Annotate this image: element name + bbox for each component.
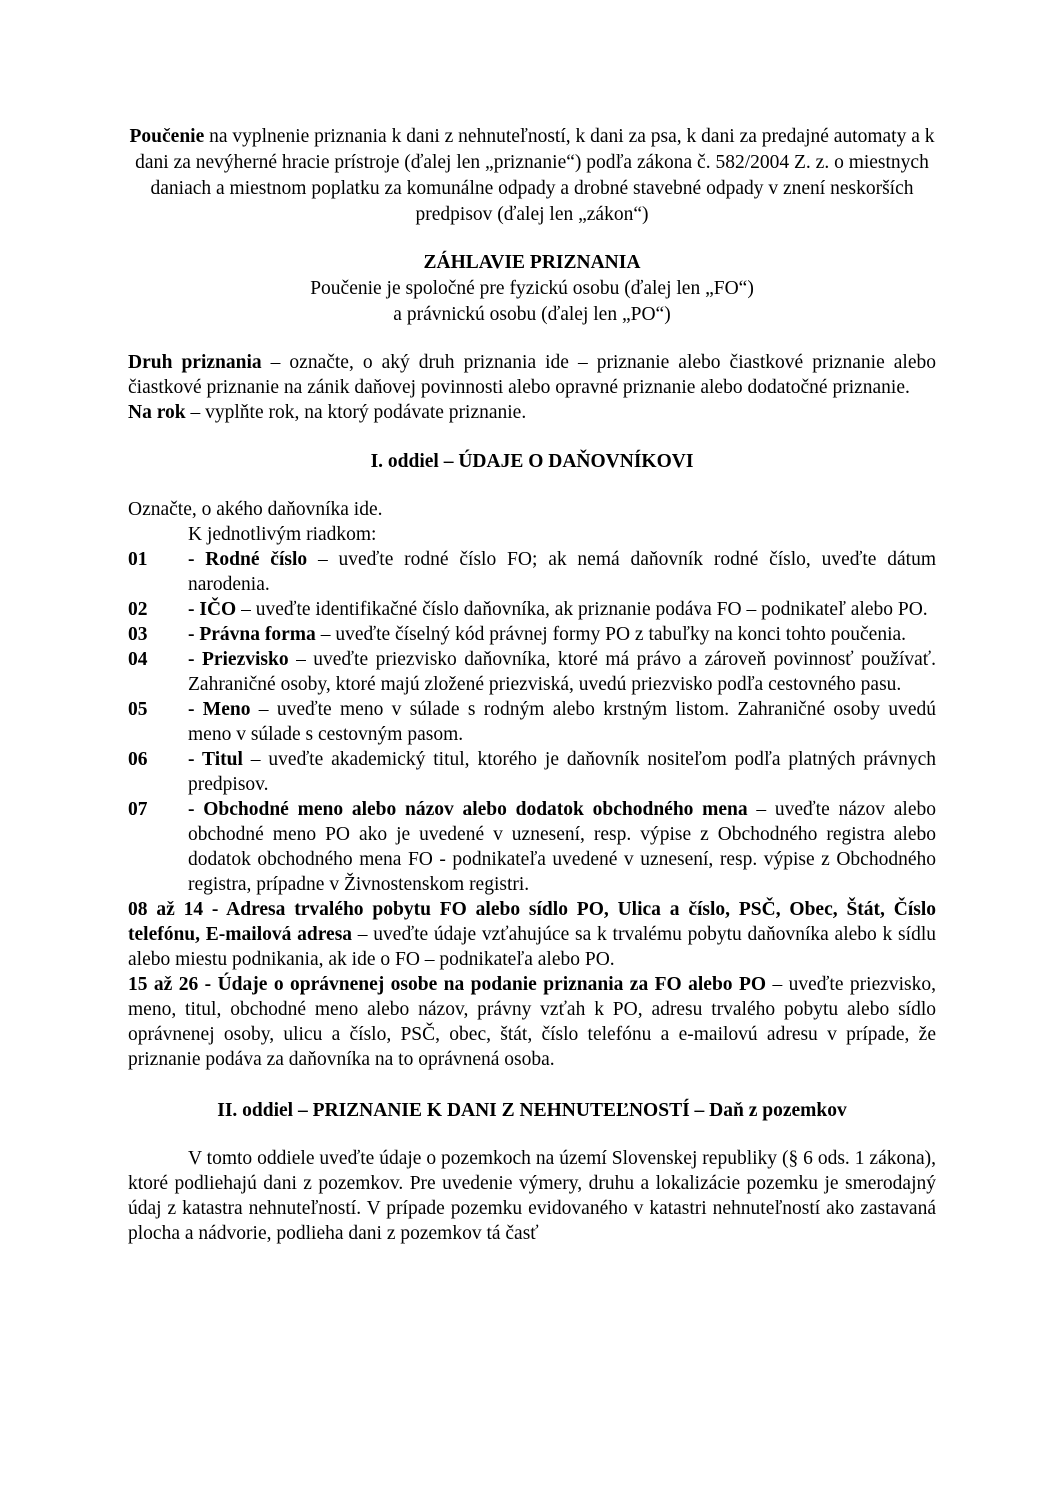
document-page <box>128 124 936 1246</box>
item-label: 15 až 26 - Údaje o oprávnenej osobe na podanie priznania za FO alebo PO <box>128 974 767 995</box>
intro-paragraph <box>128 124 936 228</box>
item-text: – uveďte identifikačné číslo daňovníka, ak priznanie podáva FO – podnikateľ alebo PO. <box>236 599 928 620</box>
header-section-line2: a právnickú osobu (ďalej len „PO“) <box>393 304 671 325</box>
list-item-wide <box>128 972 936 1072</box>
item-label: - Rodné číslo <box>188 549 308 570</box>
list-item <box>128 597 936 622</box>
list-item <box>128 622 936 647</box>
item-body <box>188 622 936 647</box>
item-number: 03 <box>128 624 148 645</box>
na-rok-paragraph <box>128 400 936 425</box>
druh-priznania-text: – označte, o aký druh priznania ide – priznanie alebo čiastkové priznanie alebo čiastkové priznanie na zánik daňovej povinnosti alebo opravné priznanie alebo dodatočné priznanie. <box>128 352 936 398</box>
item-number: 04 <box>128 649 148 670</box>
item-number: 06 <box>128 749 148 770</box>
item-label: - Priezvisko <box>188 649 289 670</box>
item-text: – uveďte akademický titul, ktorého je daňovník nositeľom podľa platných právnych predpisov. <box>188 749 936 795</box>
druh-priznania-label: Druh priznania <box>128 352 262 373</box>
section1-line1: Označte, o akého daňovníka ide. <box>128 499 383 520</box>
section1-title: I. oddiel – ÚDAJE O DAŇOVNÍKOVI <box>370 451 694 472</box>
item-text: – uveďte meno v súlade s rodným alebo krstným listom. Zahraničné osoby uvedú meno v súlade s cestovným pasom. <box>188 699 936 745</box>
list-item <box>128 797 936 897</box>
item-text: – uveďte priezvisko, meno, titul, obchodné meno alebo názov, právny vzťah k PO, adresu trvalého pobytu alebo sídlo oprávnenej osoby, ulicu a číslo, PSČ, obec, štát, číslo telefónu a e-mailovú adresu v prípade, že priznanie podáva za daňovníka na to oprávnená osoba. <box>128 974 937 1070</box>
na-rok-label: Na rok <box>128 402 186 423</box>
item-label: - Meno <box>188 699 251 720</box>
section1-item-list <box>128 547 936 1072</box>
list-item-wide <box>128 897 936 972</box>
item-body <box>188 597 936 622</box>
item-body <box>188 547 936 597</box>
item-text: – uveďte údaje vzťahujúce sa k trvalému pobytu daňovníka alebo k sídlu alebo miestu podnikania, ak ide o FO – podnikateľa alebo PO. <box>128 924 936 970</box>
item-number: 07 <box>128 799 148 820</box>
item-label: - Právna forma <box>188 624 316 645</box>
item-label: - IČO <box>188 599 237 620</box>
item-number: 02 <box>128 599 148 620</box>
item-text: – uveďte rodné číslo FO; ak nemá daňovník rodné číslo, uveďte dátum narodenia. <box>188 549 936 595</box>
item-label: - Obchodné meno alebo názov alebo dodatok obchodného mena <box>188 799 748 820</box>
section1-line2: K jednotlivým riadkom: <box>188 524 377 545</box>
item-body <box>188 747 936 797</box>
item-number: 05 <box>128 699 148 720</box>
na-rok-text: – vyplňte rok, na ktorý podávate priznanie. <box>185 402 527 423</box>
list-item <box>128 747 936 797</box>
section2-paragraph: V tomto oddiele uveďte údaje o pozemkoch na území Slovenskej republiky (§ 6 ods. 1 zákona), ktoré podliehajú dani z pozemkov. Pre uvedenie výmery, druhu a lokalizácie pozemku je smerodajný údaj z katastra nehnuteľností. V prípade pozemku evidovaného v katastri nehnuteľností ako zastavaná plocha a nádvorie, podlieha dani z pozemkov tá časť <box>128 1148 936 1244</box>
item-number: 01 <box>128 549 148 570</box>
list-item <box>128 647 936 697</box>
list-item <box>128 547 936 597</box>
header-section-title: ZÁHLAVIE PRIZNANIA <box>423 252 641 273</box>
intro-text: na vyplnenie priznania k dani z nehnuteľností, k dani za psa, k dani za predajné automaty a k dani za nevýherné hracie prístroje (ďalej len „priznanie“) podľa zákona č. 582/2004 Z. z. o miestnych daniach a miestnom poplatku za komunálne odpady a drobné stavebné odpady v znení neskorších predpisov (ďalej len „zákon“) <box>135 126 935 225</box>
item-label: 08 až 14 - Adresa trvalého pobytu FO alebo sídlo PO, Ulica a číslo, PSČ, Obec, Štát, Číslo telefónu, E-mailová adresa <box>128 899 936 945</box>
header-section-line1: Poučenie je spoločné pre fyzickú osobu (ďalej len „FO“) <box>310 278 754 299</box>
druh-priznania-paragraph <box>128 350 936 400</box>
intro-lead: Poučenie <box>129 126 205 147</box>
item-body <box>188 797 936 897</box>
item-label: - Titul <box>188 749 243 770</box>
section2-title: II. oddiel – PRIZNANIE K DANI Z NEHNUTEĽNOSTÍ – Daň z pozemkov <box>217 1100 847 1121</box>
item-body <box>188 647 936 697</box>
item-text: – uveďte priezvisko daňovníka, ktoré má právo a zároveň povinnosť používať. Zahraničné osoby, ktoré majú zložené priezviská, uvedú priezvisko podľa cestovného pasu. <box>188 649 937 695</box>
item-body <box>188 697 936 747</box>
item-text: – uveďte číselný kód právnej formy PO z tabuľky na konci tohto poučenia. <box>315 624 907 645</box>
list-item <box>128 697 936 747</box>
item-text: – uveďte názov alebo obchodné meno PO ako je uvedené v uznesení, resp. výpise z Obchodného registra alebo dodatok obchodného mena FO - podnikateľa uvedené v uznesení, resp. výpise z Obchodného registra, prípadne v Živnostenskom registri. <box>188 799 936 895</box>
